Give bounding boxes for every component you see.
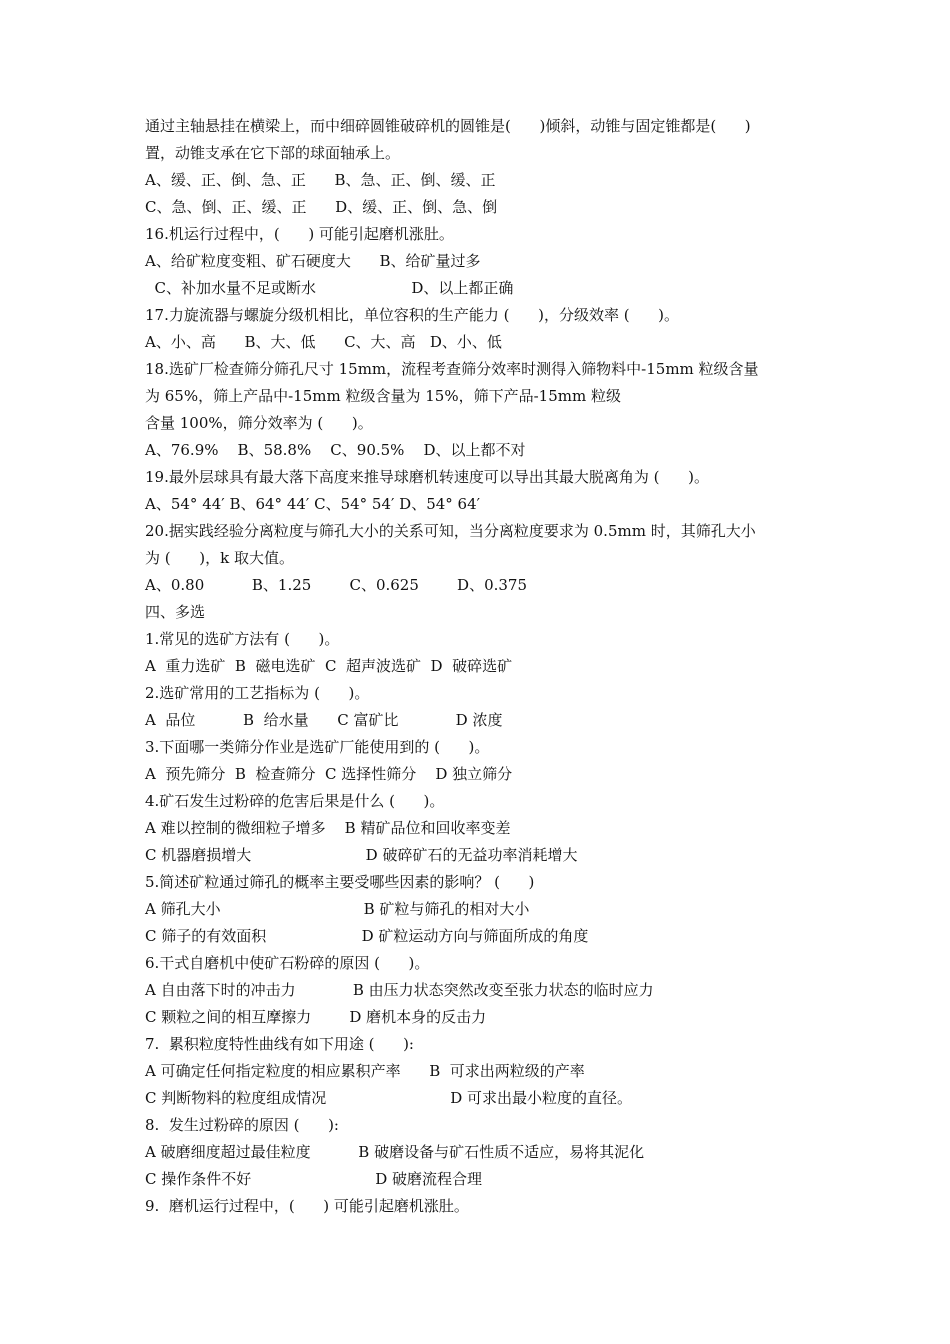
text-line: C 筛子的有效面积 D 矿粒运动方向与筛面所成的角度 <box>145 927 589 945</box>
text-line: C 操作条件不好 D 破磨流程合理 <box>145 1170 483 1188</box>
text-line: A 预先筛分 B 检查筛分 C 选择性筛分 D 独立筛分 <box>145 765 513 783</box>
text-line: C 机器磨损增大 D 破碎矿石的无益功率消耗增大 <box>145 846 578 864</box>
text-line: C、补加水量不足或断水 D、以上都正确 <box>145 279 514 297</box>
text-line: A 可确定任何指定粒度的相应累积产率 B 可求出两粒级的产率 <box>145 1062 585 1080</box>
text-line: C 判断物料的粒度组成情况 D 可求出最小粒度的直径。 <box>145 1089 633 1107</box>
text-line: A、76.9% B、58.8% C、90.5% D、以上都不对 <box>145 441 526 459</box>
text-line: 4.矿石发生过粉碎的危害后果是什么 ( )。 <box>145 792 445 810</box>
text-line: 通过主轴悬挂在横梁上，而中细碎圆锥破碎机的圆锥是( )倾斜，动锥与固定锥都是( ) <box>145 117 751 135</box>
text-line: 2.选矿常用的工艺指标为 ( )。 <box>145 684 370 702</box>
text-line: A 重力选矿 B 磁电选矿 C 超声波选矿 D 破碎选矿 <box>145 657 513 675</box>
text-line: 5.简述矿粒通过筛孔的概率主要受哪些因素的影响？ ( ) <box>145 873 535 891</box>
section-heading: 四、多选 <box>145 603 206 621</box>
text-line: A、0.80 B、1.25 C、0.625 D、0.375 <box>145 576 528 594</box>
text-line: A 破磨细度超过最佳粒度 B 破磨设备与矿石性质不适应，易将其泥化 <box>145 1143 645 1161</box>
text-line: A、给矿粒度变粗、矿石硬度大 B、给矿量过多 <box>145 252 481 270</box>
text-line: 3.下面哪一类筛分作业是选矿厂能使用到的 ( )。 <box>145 738 490 756</box>
text-line: A 难以控制的微细粒子增多 B 精矿品位和回收率变差 <box>145 819 511 837</box>
text-line: 16.机运行过程中，( ) 可能引起磨机涨肚。 <box>145 225 454 243</box>
text-line: 6.干式自磨机中使矿石粉碎的原因 ( )。 <box>145 954 430 972</box>
text-line: C、急、倒、正、缓、正 D、缓、正、倒、急、倒 <box>145 198 498 216</box>
text-line: 1.常见的选矿方法有 ( )。 <box>145 630 340 648</box>
text-line: 9. 磨机运行过程中，( ) 可能引起磨机涨肚。 <box>145 1197 469 1215</box>
text-line: A、54° 44′ B、64° 44′ C、54° 54′ D、54° 64′ <box>145 495 481 513</box>
text-line: A 品位 B 给水量 C 富矿比 D 浓度 <box>145 711 503 729</box>
text-line: 19.最外层球具有最大落下高度来推导球磨机转速度可以导出其最大脱离角为 ( )。 <box>145 468 709 486</box>
text-line: 20.据实践经验分离粒度与筛孔大小的关系可知，当分离粒度要求为 0.5mm 时，其筛孔大小 <box>145 522 756 540</box>
text-line: 17.力旋流器与螺旋分级机相比，单位容积的生产能力 ( )，分级效率 ( )。 <box>145 306 680 324</box>
text-line: 置，动锥支承在它下部的球面轴承上。 <box>145 144 401 162</box>
text-line: 为 ( )，k 取大值。 <box>145 549 294 567</box>
text-line: 含量 100%，筛分效率为 ( )。 <box>145 414 373 432</box>
text-line: A 筛孔大小 B 矿粒与筛孔的相对大小 <box>145 900 530 918</box>
text-line: C 颗粒之间的相互摩擦力 D 磨机本身的反击力 <box>145 1008 487 1026</box>
text-line: 7. 累积粒度特性曲线有如下用途 ( ): <box>145 1035 414 1053</box>
text-line: A、小、高 B、大、低 C、大、高 D、小、低 <box>145 333 502 351</box>
text-line: 为 65%，筛上产品中-15mm 粒级含量为 15%，筛下产品-15mm 粒级 <box>145 387 621 405</box>
text-line: A、缓、正、倒、急、正 B、急、正、倒、缓、正 <box>145 171 496 189</box>
text-line: 8. 发生过粉碎的原因 ( ): <box>145 1116 339 1134</box>
text-line: 18.选矿厂检查筛分筛孔尺寸 15mm，流程考查筛分效率时测得入筛物料中-15mm 粒级含量 <box>145 360 759 378</box>
text-line: A 自由落下时的冲击力 B 由压力状态突然改变至张力状态的临时应力 <box>145 981 654 999</box>
